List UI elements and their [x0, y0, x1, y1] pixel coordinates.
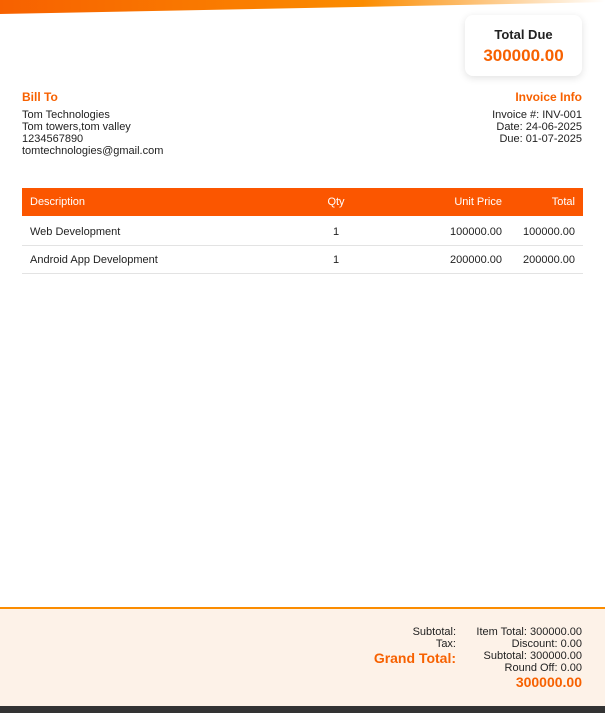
- total-due-card: [465, 15, 582, 76]
- top-accent-stripe: [0, 0, 605, 14]
- table-row: [22, 246, 583, 274]
- invoice-due-date: Due: 01-07-2025: [499, 133, 582, 145]
- invoice-info-section: [492, 91, 582, 145]
- grand-total-label: Grand Total:: [373, 650, 456, 666]
- round-off: Round Off: 0.00: [504, 662, 582, 674]
- row-description: Web Development: [22, 217, 298, 246]
- row-total: 200000.00: [510, 246, 583, 274]
- discount: Discount: 0.00: [511, 638, 582, 650]
- row-unit-price: 200000.00: [374, 246, 510, 274]
- row-qty: 1: [298, 246, 374, 274]
- subtotal-label: Subtotal:: [412, 626, 456, 638]
- tax-label: Tax:: [435, 638, 456, 650]
- invoice-date: Date: 24-06-2025: [496, 121, 582, 133]
- table-row: [22, 217, 583, 246]
- client-name: Tom Technologies: [22, 109, 110, 121]
- header-unit-price: Unit Price: [374, 188, 510, 217]
- row-qty: 1: [298, 217, 374, 246]
- client-address: Tom towers,tom valley: [22, 121, 131, 133]
- line-items-table: [22, 188, 583, 274]
- bill-to-section: [22, 91, 163, 157]
- table-header-row: [22, 188, 583, 217]
- totals-footer: [0, 607, 605, 706]
- header-description: Description: [22, 188, 298, 217]
- client-email: tomtechnologies@gmail.com: [22, 145, 164, 157]
- subtotal-value: Subtotal: 300000.00: [483, 650, 582, 662]
- grand-total-amount: 300000.00: [515, 674, 582, 690]
- totals-labels: [374, 626, 456, 664]
- bill-to-title: Bill To: [22, 90, 58, 104]
- invoice-number: Invoice #: INV-001: [492, 109, 582, 121]
- client-phone: 1234567890: [22, 133, 84, 145]
- header-qty: Qty: [298, 188, 374, 217]
- invoice-info-title: Invoice Info: [515, 90, 582, 104]
- totals-values: [476, 626, 582, 688]
- row-description: Android App Development: [22, 246, 298, 274]
- total-due-label: Total Due: [494, 27, 553, 42]
- header-total: Total: [510, 188, 583, 217]
- bottom-bar: [0, 706, 605, 713]
- total-due-amount: 300000.00: [483, 46, 564, 65]
- item-total: Item Total: 300000.00: [476, 626, 582, 638]
- row-unit-price: 100000.00: [374, 217, 510, 246]
- row-total: 100000.00: [510, 217, 583, 246]
